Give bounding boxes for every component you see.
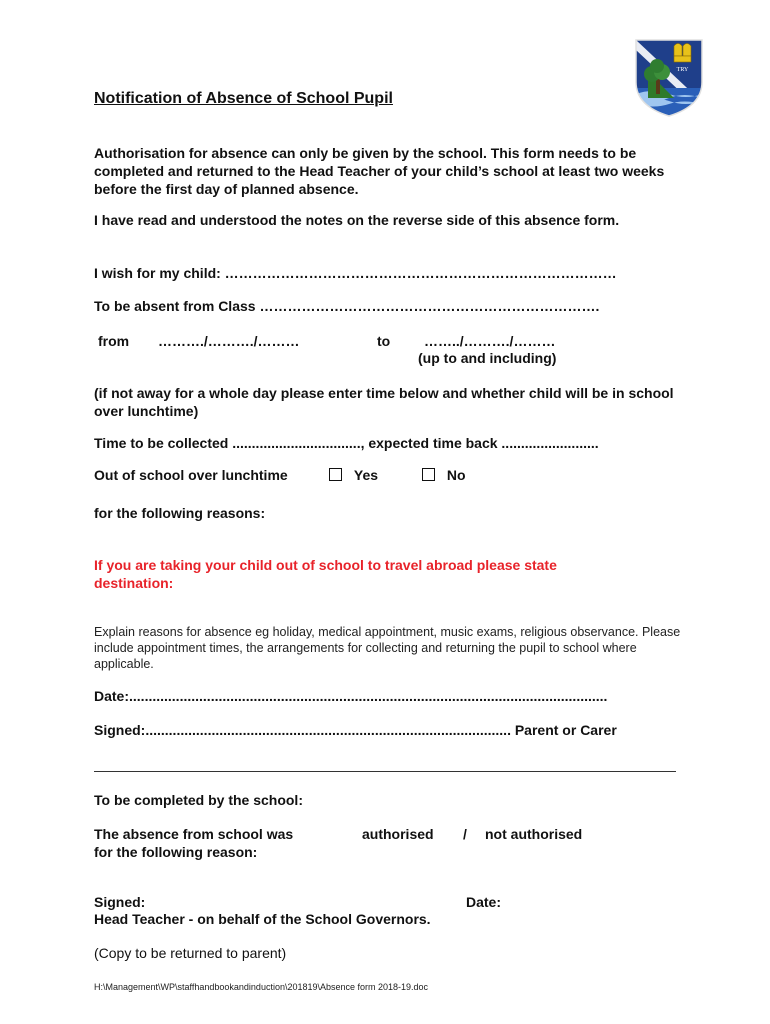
- absence-line-2: for the following reason:: [94, 844, 258, 860]
- option-separator: /: [463, 826, 467, 842]
- no-checkbox[interactable]: [422, 468, 435, 481]
- head-date-label: Date:: [466, 894, 502, 910]
- notes-acknowledgement: I have read and understood the notes on the reverse side of this absence form.: [94, 212, 620, 228]
- section-divider: [94, 771, 676, 772]
- authorised-option[interactable]: authorised: [362, 826, 434, 842]
- page-title: Notification of Absence of School Pupil: [94, 90, 393, 107]
- footer-file-path: H:\Management\WP\staffhandbookandinduction\201819\Absence form 2018-19.doc: [94, 982, 429, 992]
- lunch-label: Out of school over lunchtime: [94, 467, 288, 483]
- part-day-note: (if not away for a whole day please enter time below and whether child will be in school over lunchtime): [94, 385, 674, 419]
- from-date-field[interactable]: ………./………./………: [158, 333, 300, 349]
- class-field[interactable]: To be absent from Class ……………………………………………………………….: [94, 298, 600, 314]
- absence-line-1: The absence from school was: [94, 826, 294, 842]
- inclusive-note: (up to and including): [418, 350, 557, 366]
- date-field[interactable]: Date:...........................................................................................................................: [94, 688, 608, 704]
- to-date-field[interactable]: ……../………./………: [424, 333, 556, 349]
- from-label: from: [98, 333, 130, 349]
- intro-text: Authorisation for absence can only be given by the school. This form needs to be completed and returned to the Head Teacher of your child’s school at least two weeks before the first day of planned absence.: [94, 145, 665, 197]
- abroad-warning: If you are taking your child out of school to travel abroad please state destination:: [94, 557, 557, 591]
- copy-note: (Copy to be returned to parent): [94, 945, 287, 961]
- lunch-no-option[interactable]: [422, 467, 466, 483]
- school-crest-logo: [634, 38, 704, 118]
- child-name-field[interactable]: I wish for my child: …………………………………………………………………………: [94, 265, 617, 281]
- lunch-yes-option[interactable]: [329, 467, 378, 483]
- to-label: to: [377, 333, 391, 349]
- collection-time-field[interactable]: Time to be collected ................................., expected time back .........................: [94, 435, 599, 451]
- school-section-heading: To be completed by the school:: [94, 792, 303, 808]
- explain-instructions: Explain reasons for absence eg holiday, medical appointment, music exams, religious observance. Please include appointment times, the arrangements for collecting and returning the pupil to school where applicable.: [94, 625, 681, 671]
- head-teacher-label: Head Teacher - on behalf of the School Governors.: [94, 911, 431, 927]
- no-label: No: [446, 467, 466, 483]
- parent-signature-field[interactable]: Signed:.............................................................................................. Parent or Carer: [94, 722, 617, 738]
- crest-motto: TRY: [676, 67, 689, 73]
- not-authorised-option[interactable]: not authorised: [485, 826, 583, 842]
- head-signed-label: Signed:: [94, 894, 146, 910]
- yes-checkbox[interactable]: [329, 468, 342, 481]
- reasons-label: for the following reasons:: [94, 505, 266, 521]
- yes-label: Yes: [353, 467, 379, 483]
